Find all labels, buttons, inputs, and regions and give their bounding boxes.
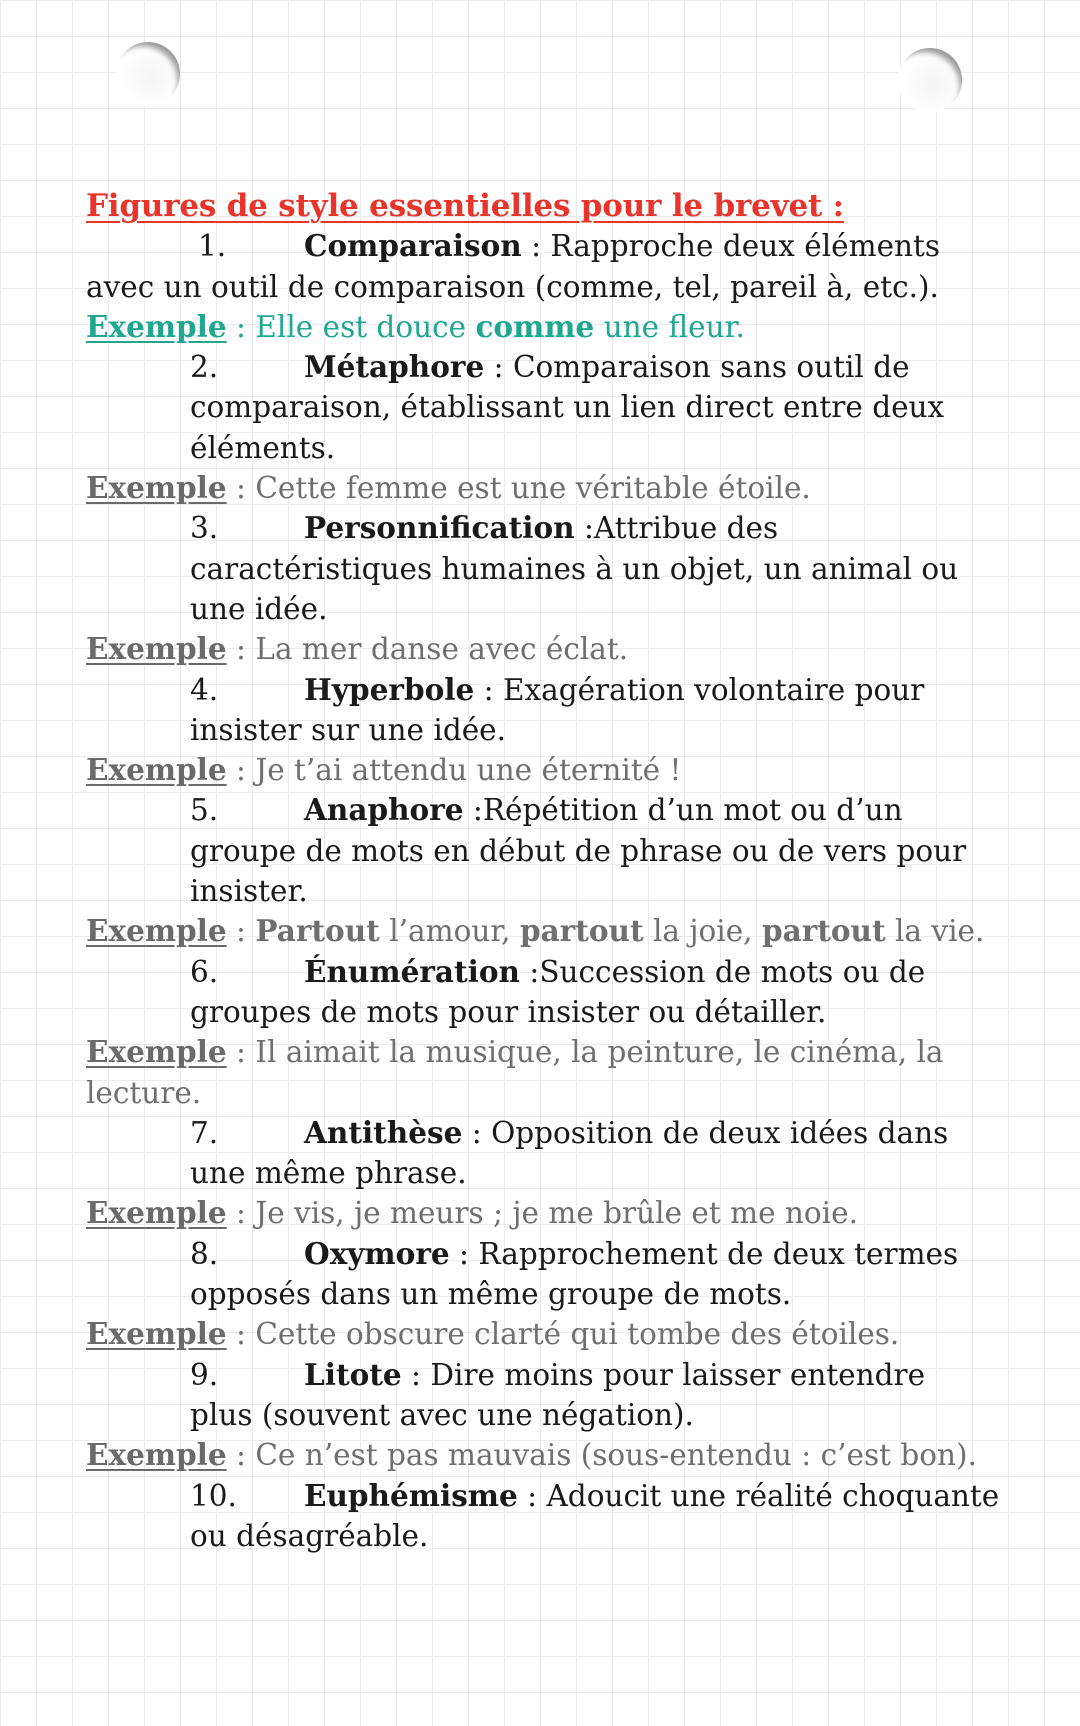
item-term: Euphémisme — [304, 1477, 518, 1513]
item-number: 9. — [190, 1357, 219, 1392]
item-term: Anaphore — [304, 792, 464, 828]
item-example: Exemple : Cette obscure clarté qui tombe des étoiles. — [86, 1316, 900, 1352]
item-term: Comparaison — [304, 228, 522, 264]
figure-item-6: 6. Énumération :Succession de mots ou de groupes de mots pour insister ou détailler. Exemple : Il aimait la musique, la peinture, le cinéma, la lecture. — [86, 952, 1046, 1113]
item-example: Exemple : Je t’ai attendu une éternité ! — [86, 752, 682, 788]
document-body — [86, 186, 1046, 1556]
item-example: Exemple : La mer danse avec éclat. — [86, 631, 629, 667]
figure-item-2: 2. Métaphore : Comparaison sans outil de comparaison, établissant un lien direct entre deux éléments. Exemple : Cette femme est une véritable étoile. — [86, 347, 1046, 508]
item-number: 4. — [190, 672, 219, 707]
figure-item-3: 3. Personnification :Attribue des caractéristiques humaines à un objet, un animal ou une idée. Exemple : La mer danse avec éclat. — [86, 508, 1046, 669]
item-term: Énumération — [304, 953, 520, 989]
item-example: Exemple : Je vis, je meurs ; je me brûle et me noie. — [86, 1195, 858, 1231]
item-definition: Opposition de deux idées dans — [491, 1115, 949, 1150]
item-term: Litote — [304, 1356, 402, 1392]
item-term: Antithèse — [304, 1114, 463, 1150]
item-number: 5. — [190, 793, 219, 828]
item-number: 3. — [190, 511, 219, 546]
item-number: 7. — [190, 1115, 219, 1150]
item-number: 6. — [190, 954, 219, 989]
item-example: Exemple : Elle est douce comme une fleur. — [86, 308, 745, 344]
item-term: Hyperbole — [304, 671, 475, 707]
figure-item-7: 7. Antithèse : Opposition de deux idées dans une même phrase. Exemple : Je vis, je meurs ; je me brûle et me noie. — [86, 1113, 1046, 1234]
figure-item-5: 5. Anaphore :Répétition d’un mot ou d’un groupe de mots en début de phrase ou de vers pour insister. Exemple : Partout l’amour, partout la joie, partout la vie. — [86, 790, 1046, 951]
item-term: Oxymore — [304, 1235, 450, 1271]
item-number: 10. — [190, 1478, 237, 1513]
item-number: 1. — [198, 229, 227, 264]
item-definition: Succession de mots ou de — [539, 954, 926, 989]
item-example: Exemple : Partout l’amour, partout la joie, partout la vie. — [86, 913, 985, 949]
item-definition: Attribue des — [593, 511, 779, 546]
item-definition: Dire moins pour laisser entendre — [430, 1357, 926, 1392]
figure-item-10: 10. Euphémisme : Adoucit une réalité choquante ou désagréable. — [190, 1477, 1000, 1553]
binder-hole-right — [898, 48, 962, 112]
binder-hole-left — [116, 42, 180, 106]
item-definition: Rapproche deux éléments — [550, 229, 941, 264]
item-example: Exemple : Il aimait la musique, la peinture, le cinéma, la — [86, 1034, 944, 1070]
item-definition-cont: avec un outil de comparaison (comme, tel, pareil à, etc.). — [86, 269, 939, 304]
item-definition: Répétition d’un mot ou d’un — [482, 793, 903, 828]
figure-item-4: 4. Hyperbole : Exagération volontaire pour insister sur une idée. Exemple : Je t’ai attendu une éternité ! — [86, 670, 1046, 791]
figure-item-9: 9. Litote : Dire moins pour laisser entendre plus (souvent avec une négation). Exemple : Ce n’est pas mauvais (sous-entendu : c’est bon). — [86, 1355, 1046, 1476]
figure-item-1: 1. Comparaison : Rapproche deux éléments avec un outil de comparaison (comme, tel, pareil à, etc.). Exemple : Elle est douce comme une fleur. — [86, 226, 1046, 347]
item-number: 2. — [190, 350, 219, 385]
item-definition: Adoucit une réalité choquante — [546, 1478, 1000, 1513]
item-term: Personnification — [304, 510, 575, 546]
item-definition: Exagération volontaire pour — [502, 672, 925, 707]
item-definition: Rapprochement de deux termes — [478, 1236, 959, 1271]
item-number: 8. — [190, 1236, 219, 1271]
figure-item-8: 8. Oxymore : Rapprochement de deux termes opposés dans un même groupe de mots. Exemple : Cette obscure clarté qui tombe des étoiles. — [86, 1234, 1046, 1355]
item-example: Exemple : Ce n’est pas mauvais (sous-entendu : c’est bon). — [86, 1437, 977, 1473]
item-definition: Comparaison sans outil de — [512, 350, 910, 385]
item-example: Exemple : Cette femme est une véritable étoile. — [86, 470, 811, 506]
item-example-cont: lecture. — [86, 1075, 202, 1110]
page-title: Figures de style essentielles pour le brevet : — [86, 188, 844, 224]
item-term: Métaphore — [304, 349, 485, 385]
